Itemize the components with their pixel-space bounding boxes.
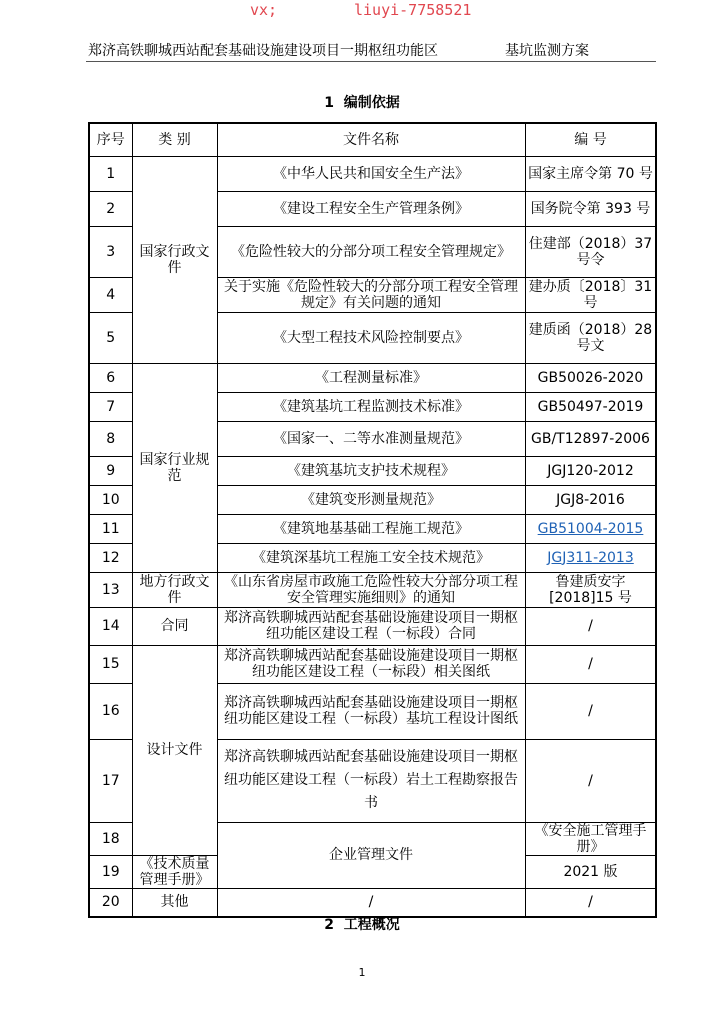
header-cell-category: 类 别 [132,123,217,156]
row-no: 6 [89,363,132,392]
category-cell: 国家行政文件 [132,156,217,363]
page-number: 1 [358,966,366,979]
table-row [89,607,656,645]
basis-table [88,122,657,918]
row-code: GB50026-2020 [525,363,656,392]
section-1-heading [0,94,724,112]
row-no: 1 [89,156,132,191]
row-code-link-text[interactable]: JGJ311-2013 [547,549,634,566]
row-code: 建质函（2018）28 号文 [525,312,656,363]
row-code: / [525,888,656,917]
header-divider [86,61,656,62]
category-cell: 地方行政文件 [132,572,217,607]
row-no: 13 [89,572,132,607]
row-name: 郑济高铁聊城西站配套基础设施建设项目一期枢纽功能区建设工程（一标段）岩土工程勘察报告书 [217,739,525,822]
row-code-link[interactable] [525,514,656,543]
row-no: 7 [89,392,132,421]
row-name: 《建筑基坑工程监测技术标准》 [217,392,525,421]
row-no: 20 [89,888,132,917]
row-name: 《危险性较大的分部分项工程安全管理规定》 [217,226,525,277]
row-name: 《安全施工管理手册》 [525,822,656,855]
row-name: 《建筑地基基础工程施工规范》 [217,514,525,543]
row-no: 3 [89,226,132,277]
header-cell-name: 文件名称 [217,123,525,156]
row-name: 郑济高铁聊城西站配套基础设施建设项目一期枢纽功能区建设工程（一标段）相关图纸 [217,645,525,683]
row-name: 《技术质量管理手册》 [132,855,217,888]
row-name: 《国家一、二等水准测量规范》 [217,421,525,456]
row-no: 14 [89,607,132,645]
header-title: 郑济高铁聊城西站配套基础设施建设项目一期枢纽功能区 [88,43,438,59]
row-no: 10 [89,485,132,514]
row-code: 鲁建质安字[2018]15 号 [525,572,656,607]
watermark-left: vx; [250,1,278,19]
watermark-right: liuyi-7758521 [354,1,472,19]
header-cell-no: 序号 [89,123,132,156]
row-no: 16 [89,683,132,739]
row-name: 关于实施《危险性较大的分部分项工程安全管理规定》有关问题的通知 [217,277,525,312]
table-row [89,645,656,683]
section-2-number: 2 [324,917,334,933]
row-code: JGJ8-2016 [525,485,656,514]
row-name: / [217,888,525,917]
row-name: 《建筑基坑支护技术规程》 [217,456,525,485]
row-no: 15 [89,645,132,683]
row-name: 《中华人民共和国安全生产法》 [217,156,525,191]
row-no: 8 [89,421,132,456]
row-name: 《大型工程技术风险控制要点》 [217,312,525,363]
row-name: 《建筑深基坑工程施工安全技术规范》 [217,543,525,572]
row-code: / [525,739,656,822]
section-1-title: 编制依据 [343,95,400,111]
table-row [89,888,656,917]
row-code: 国家主席令第 70 号 [525,156,656,191]
row-no: 5 [89,312,132,363]
row-no: 11 [89,514,132,543]
table-row [89,156,656,191]
section-2-heading [0,916,724,934]
row-code: / [525,645,656,683]
section-2-title: 工程概况 [343,917,400,933]
row-code: GB/T12897-2006 [525,421,656,456]
row-code: 建办质〔2018〕31 号 [525,277,656,312]
row-code: 国务院令第 393 号 [525,191,656,226]
table-header-row [89,123,656,156]
row-code: / [525,683,656,739]
row-no: 17 [89,739,132,822]
category-cell: 设计文件 [132,645,217,855]
row-code: JGJ120-2012 [525,456,656,485]
row-code: GB50497-2019 [525,392,656,421]
row-code-link-text[interactable]: GB51004-2015 [537,520,644,537]
row-name: 《建设工程安全生产管理条例》 [217,191,525,226]
row-no: 9 [89,456,132,485]
row-name: 郑济高铁聊城西站配套基础设施建设项目一期枢纽功能区建设工程（一标段）合同 [217,607,525,645]
table-row [89,572,656,607]
row-name: 《工程测量标准》 [217,363,525,392]
table-row [89,363,656,392]
row-code-link[interactable] [525,543,656,572]
category-cell: 国家行业规范 [132,363,217,572]
row-name: 郑济高铁聊城西站配套基础设施建设项目一期枢纽功能区建设工程（一标段）基坑工程设计图纸 [217,683,525,739]
row-code: 住建部（2018）37 号令 [525,226,656,277]
row-code: 2021 版 [525,855,656,888]
watermark [0,0,724,20]
header-subtitle: 基坑监测方案 [505,43,589,59]
row-no: 4 [89,277,132,312]
row-no: 19 [89,855,132,888]
row-no: 12 [89,543,132,572]
category-cell: 合同 [132,607,217,645]
row-name: 《建筑变形测量规范》 [217,485,525,514]
row-name: 《山东省房屋市政施工危险性较大分部分项工程安全管理实施细则》的通知 [217,572,525,607]
section-1-number: 1 [324,95,334,111]
category-cell: 其他 [132,888,217,917]
header-cell-code: 编 号 [525,123,656,156]
page-header [88,42,655,60]
row-code: / [525,607,656,645]
category-cell: 企业管理文件 [217,822,525,888]
row-no: 2 [89,191,132,226]
row-no: 18 [89,822,132,855]
